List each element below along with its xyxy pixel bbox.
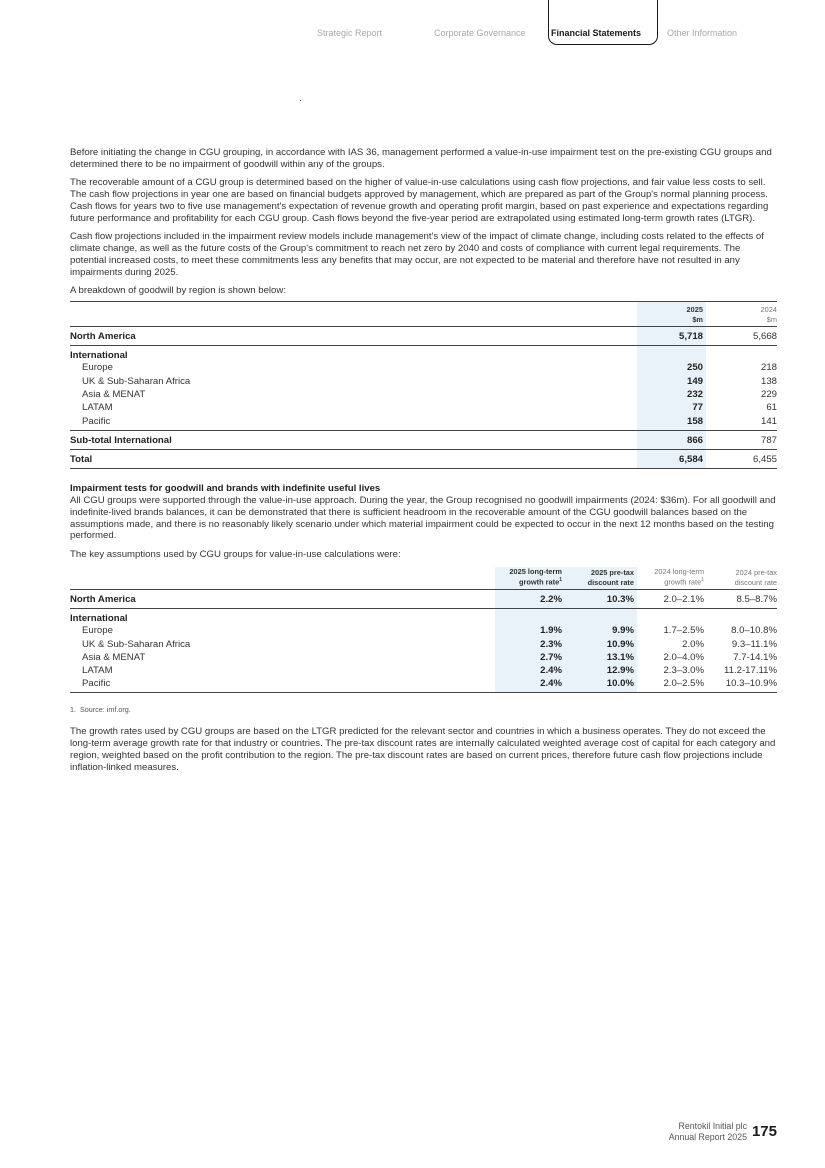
growth-2024: 2.0% xyxy=(682,638,704,650)
footnote-ref: 1 xyxy=(701,577,704,584)
growth-2024: 1.7–2.5% xyxy=(663,625,704,637)
paragraph-recoverable-amount: The recoverable amount of a CGU group is determined based on the higher of value-in-use calculations using cash flow projections, and fair value less costs to sell. The cash flow projections in year one are based on financial budgets approved by management, which are prepared as part of the Group's normal planning process. Cash flows for years two to five use management's expectation of revenue growth and operating profit margin, based on past experience and expectations regarding future performance and profitability for each CGU group. Cash flows beyond the five-year period are extrapolated using estimated long-term growth rates (LTGR). xyxy=(70,177,769,224)
row-label: Europe xyxy=(82,362,113,374)
discount-2024: 7.7-14.1% xyxy=(733,651,777,663)
table-row xyxy=(70,638,777,651)
row-label: North America xyxy=(70,590,495,609)
table-row xyxy=(70,346,777,362)
discount-2024: 9.3–11.1% xyxy=(731,638,777,650)
table-row xyxy=(70,677,777,692)
goodwill-table-header xyxy=(70,302,777,327)
tab-other-information[interactable]: Other Information xyxy=(667,28,738,38)
header-2025-discount-l1: 2025 pre-tax xyxy=(590,568,634,578)
row-label: Total xyxy=(70,449,637,468)
goodwill-table xyxy=(70,301,777,469)
header-2025-year: 2025 xyxy=(686,305,703,315)
paragraph-goodwill-intro: A breakdown of goodwill by region is shown below: xyxy=(70,285,286,297)
page-number: 175 xyxy=(751,1123,777,1140)
growth-2025: 2.7% xyxy=(495,651,565,664)
value-2024: 787 xyxy=(706,430,777,449)
table-row xyxy=(70,361,777,374)
footnote: 1. Source: imf.org. xyxy=(70,704,131,714)
growth-2024: 2.0–2.1% xyxy=(637,590,704,609)
paragraph-pre-existing-cgu: Before initiating the change in CGU grouping, in accordance with IAS 36, management performed a value-in-use impairment test on the pre-existing CGU groups and determined there to be no impairment of goodwill within any of the groups. xyxy=(70,147,772,170)
value-2025: 232 xyxy=(637,388,706,401)
value-2025: 5,718 xyxy=(637,327,706,346)
row-label: LATAM xyxy=(82,665,113,677)
value-2025: 866 xyxy=(637,430,706,449)
table-row xyxy=(70,624,777,637)
discount-2024: 11.2-17.11% xyxy=(724,665,777,677)
row-label: UK & Sub-Saharan Africa xyxy=(82,375,191,387)
row-label: Pacific xyxy=(70,677,495,692)
paragraph-impairment: All CGU groups were supported through the value-in-use approach. During the year, the Group recognised no goodwill impairments (2024: $36m). For all goodwill and indefinite-lived brands balances, it can be demonstrated that there is sufficient headroom in the recoverable amount of the CGU goodwill balances based on the assumptions made, and there is no reasonably likely scenario under which material impairment could be expected to occur in the next 12 months based on the testing performed. xyxy=(70,494,776,542)
value-2024: 5,668 xyxy=(706,327,777,346)
discount-2025: 10.9% xyxy=(565,638,637,651)
header-2024-growth-l2: growth rate xyxy=(664,577,702,587)
row-label: UK & Sub-Saharan Africa xyxy=(82,638,191,650)
growth-2025: 1.9% xyxy=(495,624,565,637)
header-2024-growth-l1: 2024 long-term xyxy=(654,566,704,576)
header-2025-unit: $m xyxy=(692,314,703,324)
row-label: Asia & MENAT xyxy=(82,388,146,400)
value-2024: 141 xyxy=(706,415,777,431)
header-2025-growth-l2: growth rate xyxy=(518,577,560,587)
assumptions-table-header xyxy=(70,567,777,590)
discount-2025: 13.1% xyxy=(565,651,637,664)
table-row xyxy=(70,590,777,609)
discount-2025: 12.9% xyxy=(565,664,637,677)
value-2025: 250 xyxy=(637,361,706,374)
assumptions-table xyxy=(70,567,777,693)
table-row-subtotal xyxy=(70,430,777,449)
discount-2025: 10.3% xyxy=(565,590,637,609)
growth-2025: 2.2% xyxy=(495,590,565,609)
table-row xyxy=(70,415,777,431)
growth-2025: 2.4% xyxy=(495,664,565,677)
row-label: LATAM xyxy=(82,402,113,414)
tab-corporate-governance[interactable]: Corporate Governance xyxy=(434,28,526,38)
growth-2024: 2.3–3.0% xyxy=(663,665,704,677)
tab-financial-statements[interactable]: Financial Statements xyxy=(548,0,658,45)
paragraph-climate-change: Cash flow projections included in the impairment review models include management's view of the impact of climate change, including costs related to the effects of climate change, as well as the future costs of the Group's commitment to reach net zero by 2040 and costs of compliance with current legal requirements. The potential increased costs, to meet these commitments less any benefits that may occur, are not expected to be material and therefore have not resulted in any impairments during 2025. xyxy=(70,231,764,278)
table-row xyxy=(70,388,777,401)
value-2025: 158 xyxy=(637,415,706,431)
section-nav xyxy=(0,0,825,46)
value-2024: 138 xyxy=(760,375,777,387)
header-2024-unit: $m xyxy=(766,314,777,324)
row-label: North America xyxy=(70,327,637,346)
discount-2025: 10.0% xyxy=(565,677,637,692)
row-label: Europe xyxy=(82,625,113,637)
table-row xyxy=(70,664,777,677)
value-2025: 149 xyxy=(637,375,706,388)
paragraph-growth-rates: The growth rates used by CGU groups are based on the LTGR predicted for the relevant sector and countries in which a business operates. They do not exceed the long-term average growth rate for that industry or countries. The pre-tax discount rates are internally calculated weighted average cost of capital for each category and region, weighted based on the profit contribution to the region. The pre-tax discount rates are based on current prices, therefore future cash flow projections include inflation-linked measures. xyxy=(70,725,776,773)
header-2024-year: 2024 xyxy=(760,305,777,315)
growth-2024: 2.0–2.5% xyxy=(637,677,704,692)
table-row xyxy=(70,609,777,625)
row-label: International xyxy=(70,350,128,362)
paragraph-assumptions-intro: The key assumptions used by CGU groups for value-in-use calculations were: xyxy=(70,548,401,560)
page-content xyxy=(70,147,777,780)
header-2024-discount-l2: discount rate xyxy=(734,577,777,587)
report-title: Annual Report 2025 xyxy=(668,1131,747,1142)
value-2025: 6,584 xyxy=(637,449,706,468)
stray-dot xyxy=(300,100,301,101)
value-2025: 77 xyxy=(637,401,706,414)
page-footer xyxy=(669,1121,777,1142)
value-2024: 229 xyxy=(760,388,777,400)
row-label: International xyxy=(70,613,128,625)
table-row-total xyxy=(70,449,777,468)
header-2025-growth-l1: 2025 long-term xyxy=(509,566,562,576)
growth-2025: 2.3% xyxy=(495,638,565,651)
impairment-heading: Impairment tests for goodwill and brands with indefinite useful lives xyxy=(70,482,381,494)
growth-2024: 2.0–4.0% xyxy=(663,651,704,663)
growth-2025: 2.4% xyxy=(495,677,565,692)
table-row xyxy=(70,327,777,346)
table-row xyxy=(70,651,777,664)
discount-2025: 9.9% xyxy=(565,624,637,637)
discount-2024: 10.3–10.9% xyxy=(704,677,777,692)
value-2024: 61 xyxy=(766,402,777,414)
table-row xyxy=(70,401,777,414)
header-2025-discount-l2: discount rate xyxy=(587,577,634,587)
discount-2024: 8.0–10.8% xyxy=(731,625,777,637)
tab-strategic-report[interactable]: Strategic Report xyxy=(317,28,383,38)
value-2024: 218 xyxy=(760,362,777,374)
company-name: Rentokil Initial plc xyxy=(678,1121,747,1131)
row-label: Sub-total International xyxy=(70,430,637,449)
header-2024-discount-l1: 2024 pre-tax xyxy=(735,568,777,578)
row-label: Pacific xyxy=(70,415,637,431)
table-row xyxy=(70,375,777,388)
row-label: Asia & MENAT xyxy=(82,651,146,663)
footnote-ref: 1 xyxy=(559,577,562,584)
report-name xyxy=(669,1121,747,1142)
discount-2024: 8.5–8.7% xyxy=(704,590,777,609)
value-2024: 6,455 xyxy=(706,449,777,468)
